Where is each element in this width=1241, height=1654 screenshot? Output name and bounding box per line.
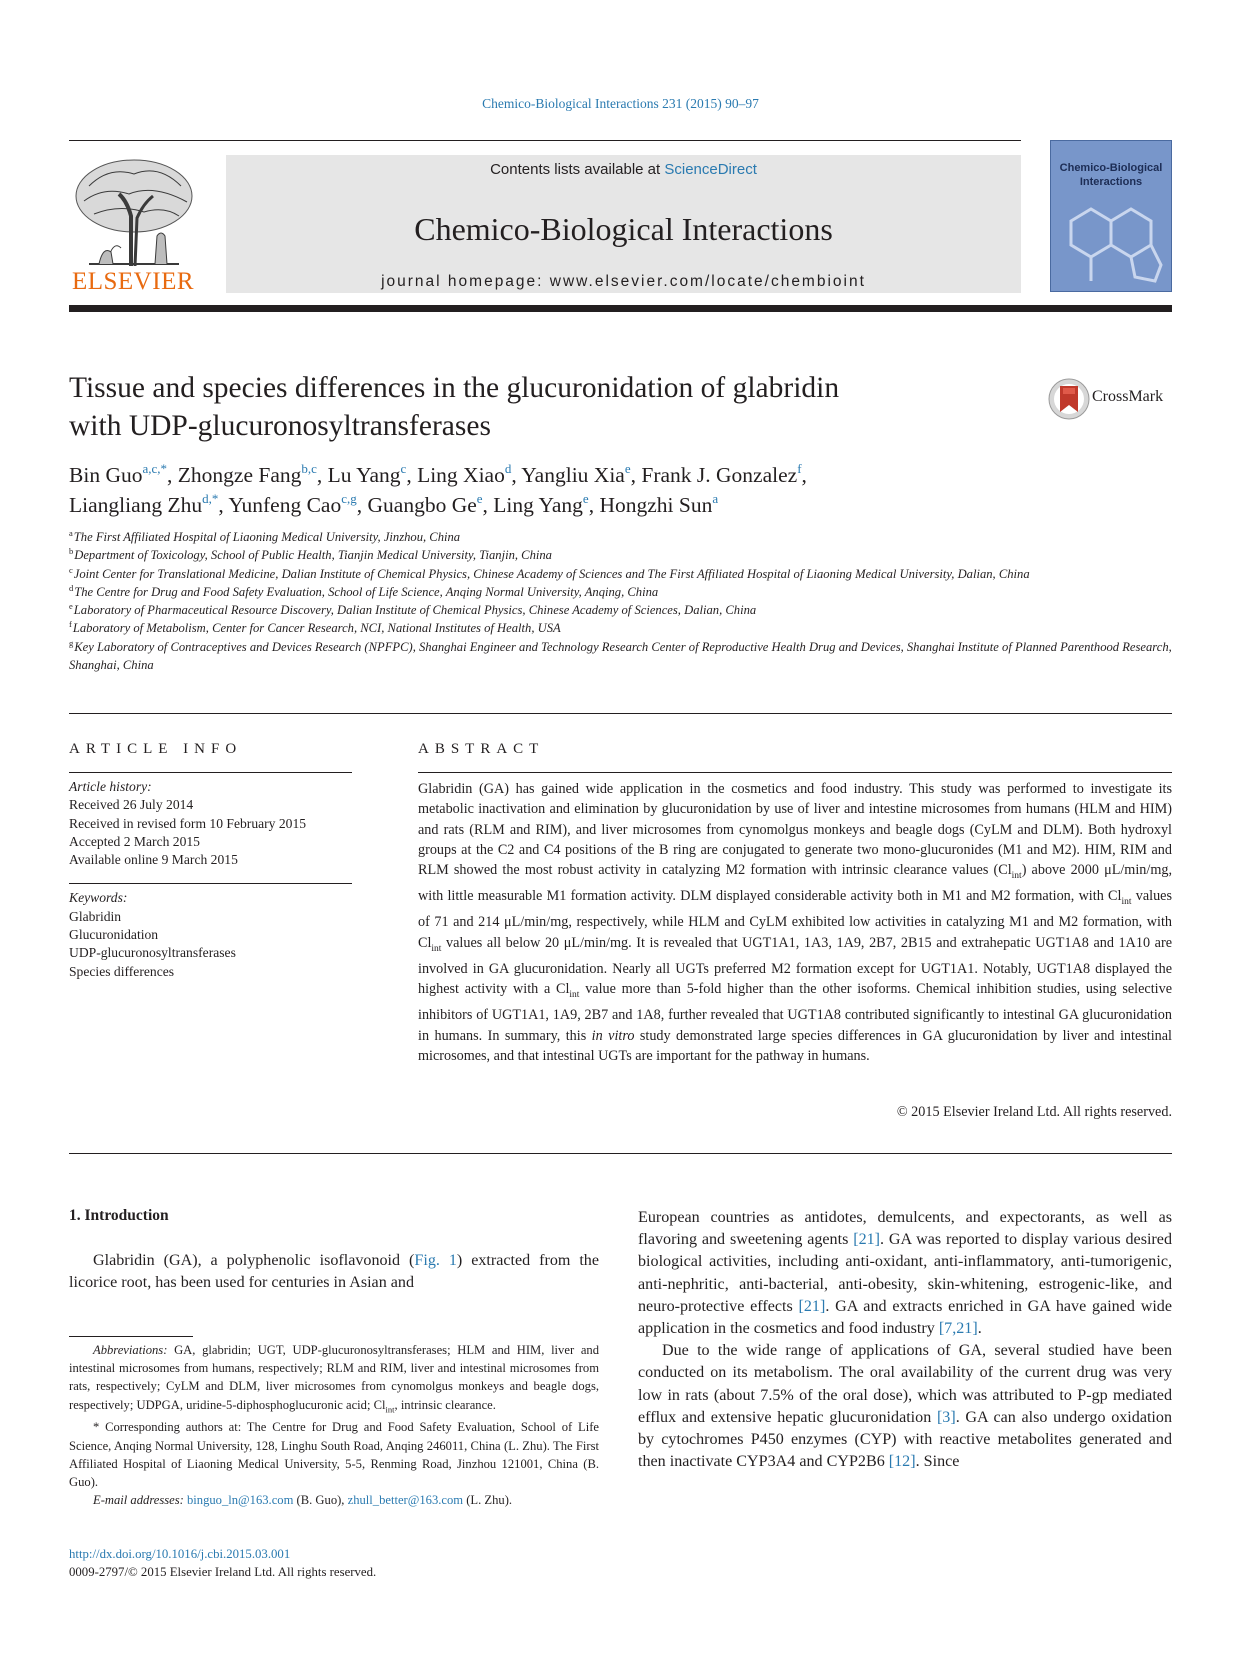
masthead-top-rule <box>69 140 1021 141</box>
journal-title: Chemico-Biological Interactions <box>414 211 833 247</box>
abbreviations-footnote: Abbreviations: GA, glabridin; UGT, UDP-glucuronosyltransferases; HLM and HIM, liver and intestinal microsomes from humans, respectively; RLM and RIM, liver and intestinal microsomes from rats, respectively; CyLM and DLM, liver microsomes from cynomolgus monkeys and beagle dogs, respectively; UDPGA, uridine-5-diphosphoglucuronic acid; $Cl_{int}$, intrinsic clearance. <box>69 1343 599 1415</box>
introduction-heading: 1. Introduction <box>69 1207 169 1224</box>
homepage-prefix: journal homepage: <box>381 273 550 290</box>
affiliation: $^d$The Centre for Drug and Food Safety Evaluation, School of Life Science, Anqing Normal University, Anqing, China <box>69 582 659 599</box>
keyword: UDP-glucuronosyltransferases <box>69 945 236 961</box>
affiliation: $^b$Department of Toxicology, School of Public Health, Tianjin Medical University, Tianjin, China <box>69 546 552 563</box>
abstract-body: Glabridin (GA) has gained wide application in the cosmetics and food industry. This study was performed to investigate its metabolic inactivation and elimination by glucuronidation by use of liver and intestine microsomes from humans (HLM and HIM) and rats (RLM and RIM), and liver microsomes from cynomolgus monkeys and beagle dogs (CyLM and DLM). Both hydroxyl groups at the C2 and C4 positions of the B ring are conjugated to generate two mono-glucuronides (M1 and M2). HIM, RIM and RLM showed the most robust activity in catalyzing M2 formation with intrinsic clearance values $(Cl_{int})$ above 2000 μL/min/mg, with little measurable M1 formation activity. DLM displayed considerable activity both in M1 and M2 formation, with $Cl_{int}$ values of 71 and 214 μL/min/mg, respectively, while HLM and CyLM exhibited low activities in catalyzing M1 and M2 formation, with $Cl_{int}$ values all below 20 μL/min/mg. It is revealed that UGT1A1, 1A3, 1A9, 2B7, 2B15 and extrahepatic UGT1A8 and 1A10 are involved in GA glucuronidation. Nearly all UGTs preferred M2 formation except for UGT1A1. Notably, UGT1A8 displayed the highest activity with a $Cl_{int}$ value more than 5-fold higher than the other isoforms. Chemical inhibition studies, using selective inhibitors of UGT1A1, 1A9, 2B7 and 1A8, further revealed that UGT1A8 contributed significantly to intestinal GA glucuronidation in humans. In summary, this in vitro study demonstrated large species differences in GA glucuronidation by liver and intestinal microsomes, and that intestinal UGTs are important for the pathway in humans. <box>418 781 1172 1064</box>
author[interactable]: Yunfeng Cao$^{c,g}$ <box>228 491 357 517</box>
article-title <box>69 369 969 445</box>
article-title-line-2: with UDP-glucuronosyltransferases <box>69 410 491 442</box>
history-received: Received 26 July 2014 <box>69 797 194 813</box>
section-divider <box>69 713 1172 714</box>
intro-right-column <box>638 1207 1172 1473</box>
author[interactable]: Liangliang Zhu$^{d,*}$ <box>69 491 219 517</box>
affiliation: $^e$Laboratory of Pharmaceutical Resource Discovery, Dalian Institute of Chemical Physics, Chinese Academy of Sciences, Dalian, China <box>69 601 757 618</box>
intro-paragraph-2: Due to the wide range of applications of GA, several studied have been conducted on its metabolism. The oral availability of the current drug was very low in rats (about 7.5% of the oral dose), which was attributed to P-gp mediated efflux and extensive hepatic glucuronidation [3]. GA can also undergo oxidation by cytochromes P450 enzymes (CYP) with reactive metabolites generated and then inactivate CYP3A4 and CYP2B6 [12]. Since <box>638 1342 1172 1471</box>
author[interactable]: Hongzhi Sun$^a$ <box>599 491 719 517</box>
history-label: Article history: <box>69 779 152 794</box>
article-info-heading: ARTICLE INFO <box>69 741 243 757</box>
contents-prefix: Contents lists available at <box>490 161 665 178</box>
article-info-rule <box>69 772 352 773</box>
abstract-heading: ABSTRACT <box>418 741 545 757</box>
figure-1-link[interactable]: Fig. 1 <box>414 1252 457 1269</box>
author[interactable]: Bin Guo$^{a,c,*}$ <box>69 461 168 487</box>
reference-link[interactable]: [12] <box>888 1453 916 1471</box>
author[interactable]: Zhongze Fang$^{b,c}$ <box>177 461 317 487</box>
reference-link[interactable]: [21] <box>853 1231 881 1249</box>
reference-link[interactable]: [3] <box>936 1408 956 1426</box>
masthead <box>69 140 1172 300</box>
email-footnote: E-mail addresses: binguo_ln@163.com (B. Guo), zhull_better@163.com (L. Zhu). <box>93 1493 513 1508</box>
article-title-line-1: Tissue and species differences in the glucuronidation of glabridin <box>69 372 840 404</box>
keywords-rule <box>69 883 352 884</box>
doi-block <box>69 1545 599 1581</box>
history-online: Available online 9 March 2015 <box>69 852 238 868</box>
affiliation: $^f$Laboratory of Metabolism, Center for Cancer Research, NCI, National Institutes of Health, USA <box>69 619 561 636</box>
keyword: Glabridin <box>69 908 122 924</box>
author[interactable]: Yangliu Xia$^e$ <box>521 461 631 487</box>
journal-homepage-link[interactable]: www.elsevier.com/locate/chembioint <box>549 273 866 290</box>
author[interactable]: Ling Yang$^e$ <box>493 491 589 517</box>
abstract-copyright: © 2015 Elsevier Ireland Ltd. All rights reserved. <box>896 1104 1172 1120</box>
keywords-label: Keywords: <box>69 890 128 906</box>
affiliation: $^g$Key Laboratory of Contraceptives and Devices Research (NPFPC), Shanghai Engineer and Technology Research Center of Reproductive Health Drug and Devices, Shanghai Institute of Planned Parenthood Research, Shanghai, China <box>69 637 1172 673</box>
intro-paragraph-continued: European countries as antidotes, demulcents, and expectorants, as well as flavoring and sweetening agents [21]. GA was reported to display various desired biological activities, including anti-oxidant, anti-inflammatory, anti-tumorigenic, anti-nephritic, anti-bacterial, anti-obesity, skin-whitening, estrogenic-like, and neuro-protective effects [21]. GA and extracts enriched in GA have gained wide application in the cosmetics and food industry [7,21]. <box>638 1209 1172 1338</box>
intro-paragraph-1: Glabridin (GA), a polyphenolic isoflavonoid (Fig. 1) extracted from the licorice root, has been used for centuries in Asian and <box>69 1252 599 1292</box>
crossmark-badge[interactable] <box>1048 378 1178 420</box>
journal-homepage-line <box>226 273 1021 291</box>
article-info <box>69 772 353 981</box>
journal-cover-thumbnail[interactable] <box>1050 140 1172 292</box>
reference-link[interactable]: [21] <box>798 1297 826 1315</box>
crossmark-label: CrossMark <box>1092 388 1164 405</box>
history-accepted: Accepted 2 March 2015 <box>69 833 200 849</box>
affiliation: $^c$Joint Center for Translational Medicine, Dalian Institute of Chemical Physics, Chinese Academy of Sciences and The First Affiliated Hospital of Liaoning Medical University, Dalian, China <box>69 564 1030 581</box>
masthead-thick-rule <box>69 305 1172 312</box>
keyword: Glucuronidation <box>69 927 159 943</box>
elsevier-wordmark: ELSEVIER <box>71 268 195 295</box>
issn-line: 0009-2797/© 2015 Elsevier Ireland Ltd. All rights reserved. <box>69 1565 377 1580</box>
journal-banner <box>226 155 1021 293</box>
keyword: Species differences <box>69 963 175 979</box>
doi-link[interactable]: http://dx.doi.org/10.1016/j.cbi.2015.03.001 <box>69 1547 291 1561</box>
corresponding-author-footnote: * Corresponding authors at: The Centre for Drug and Food Safety Evaluation, School of Life Science, Anqing Normal University, 128, Linghu South Road, Anqing 246011, China (L. Zhu). The First Affiliated Hospital of Liaoning Medical University, 5-5, Renming Road, Jinzhou 121001, China (B. Guo). <box>69 1420 599 1489</box>
history-revised: Received in revised form 10 February 2015 <box>69 815 307 831</box>
author[interactable]: Frank J. Gonzalez$^f$ <box>641 461 802 487</box>
author-list: Bin Guo$^{a,c,*}$, Zhongze Fang$^{b,c}$, Lu Yang$^c$, Ling Xiao$^d$, Yangliu Xia$^e$, Frank J. Gonzalez$^f$, Liangliang Zhu$^{d,*}$, Yunfeng Cao$^{c,g}$, Guangbo Ge$^e$, Ling Yang$^e$, Hongzhi Sun$^a$ <box>69 461 807 517</box>
author[interactable]: Lu Yang$^c$ <box>327 461 407 487</box>
crossmark-icon <box>1048 378 1090 420</box>
journal-reference-link[interactable]: Chemico-Biological Interactions 231 (2015) 90–97 <box>482 96 759 111</box>
email-link[interactable]: zhull_better@163.com <box>347 1493 464 1508</box>
author[interactable]: Guangbo Ge$^e$ <box>367 491 483 517</box>
section-divider <box>69 1153 1172 1154</box>
abstract-rule <box>418 772 1172 773</box>
footnote-rule <box>69 1336 193 1337</box>
reference-link[interactable]: [7,21] <box>938 1320 978 1338</box>
contents-availability-line <box>226 161 1021 178</box>
author[interactable]: Ling Xiao$^d$ <box>417 461 512 487</box>
affiliation: $^a$The First Affiliated Hospital of Liaoning Medical University, Jinzhou, China <box>69 528 461 544</box>
email-link[interactable]: binguo_ln@163.com <box>186 1493 294 1508</box>
sciencedirect-link[interactable]: ScienceDirect <box>664 161 757 178</box>
cover-title: Chemico-Biological Interactions <box>1059 162 1163 188</box>
footnotes <box>69 1341 599 1509</box>
affiliations <box>69 528 1172 674</box>
